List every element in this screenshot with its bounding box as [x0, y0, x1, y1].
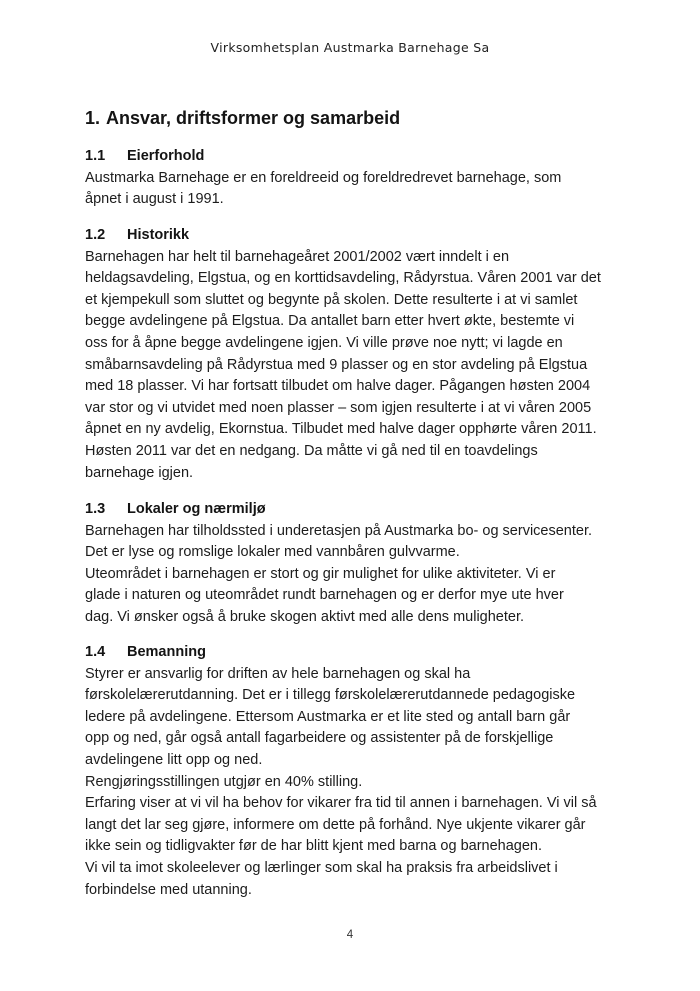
section-heading: [85, 642, 645, 664]
text-line: ikke sein og tidligvakter før de har blitt kjent med barna og barnehagen.: [85, 838, 543, 855]
section-body: [85, 168, 645, 211]
section-heading: [85, 225, 645, 247]
section-body: [85, 521, 645, 629]
section-body: [85, 664, 645, 902]
section-number: 1.1: [85, 148, 106, 164]
chapter-title: Ansvar, driftsformer og samarbeid: [106, 108, 401, 128]
chapter-number: 1.: [85, 108, 101, 128]
text-line: Barnehagen har tilholdssted i underetasjen på Austmarka bo- og servicesenter.: [85, 522, 593, 539]
section-historikk: [85, 225, 645, 484]
text-line: Austmarka Barnehage er en foreldreeid og foreldredrevet barnehage, som: [85, 169, 562, 186]
text-line: Erfaring viser at vi vil ha behov for vikarer fra tid til annen i barnehagen. Vi vil så: [85, 795, 597, 812]
section-number: 1.2: [85, 227, 106, 243]
section-bemanning: [85, 642, 645, 901]
section-number: 1.3: [85, 501, 106, 517]
text-line: et kjempekull som sluttet og begynte på skolen. Dette resulterte i at vi samlet: [85, 291, 578, 308]
section-title: Eierforhold: [127, 148, 205, 164]
text-line: småbarnsavdeling på Rådyrstua med 9 plasser og en stor avdeling på Elgstua: [85, 356, 588, 373]
section-number: 1.4: [85, 644, 106, 660]
text-line: avdelingene litt opp og ned.: [85, 751, 263, 768]
text-line: var stor og vi utvidet med noen plasser – som igjen resulterte i at vi våren 2005: [85, 399, 592, 416]
text-line: Styrer er ansvarlig for driften av hele barnehagen og skal ha: [85, 665, 471, 682]
page-number: 4: [346, 929, 354, 941]
text-line: Høsten 2011 var det en nedgang. Da måtte vi gå ned til en toavdelings: [85, 442, 538, 459]
text-line: oss for å åpne begge avdelingene igjen. Vi ville prøve noe nytt; vi lagde en: [85, 334, 563, 351]
text-line: med 18 plasser. Vi har fortsatt tilbudet om halve dager. Pågangen høsten 2004: [85, 378, 591, 395]
text-line: barnehage igjen.: [85, 464, 194, 481]
section-title: Historikk: [127, 227, 190, 243]
text-line: Rengjøringsstillingen utgjør en 40% stilling.: [85, 773, 363, 790]
text-line: åpnet i august i 1991.: [85, 191, 224, 208]
text-line: glade i naturen og uteområdet rundt barnehagen og er derfor mye ute hver: [85, 587, 564, 604]
document-header-title: Virksomhetsplan Austmarka Barnehage Sa: [210, 40, 490, 55]
text-line: Vi vil ta imot skoleelever og lærlinger som skal ha praksis fra arbeidslivet i: [85, 859, 558, 876]
section-title: Lokaler og nærmiljø: [127, 501, 266, 517]
section-body: [85, 247, 645, 485]
text-line: åpnet en ny avdelig, Ekornstua. Tilbudet med halve dager opphørte våren 2011.: [85, 421, 597, 438]
section-eierforhold: [85, 146, 645, 211]
text-line: ledere på avdelingene. Ettersom Austmarka er et lite sted og antall barn går: [85, 708, 571, 725]
chapter-heading: [85, 105, 400, 131]
text-line: langt det lar seg gjøre, informere om dette på forhånd. Nye ukjente vikarer går: [85, 816, 586, 833]
text-line: Det er lyse og romslige lokaler med vannbåren gulvvarme.: [85, 544, 460, 561]
text-line: Barnehagen har helt til barnehageåret 2001/2002 vært inndelt i en: [85, 248, 510, 265]
text-line: begge avdelingene på Elgstua. Da antallet barn etter hvert økte, bestemte vi: [85, 313, 575, 330]
text-line: opp og ned, går også antall fagarbeidere og assistenter på de forskjellige: [85, 730, 554, 747]
section-heading: [85, 499, 645, 521]
section-title: Bemanning: [127, 644, 206, 660]
text-line: forbindelse med utanning.: [85, 881, 252, 898]
text-line: Uteområdet i barnehagen er stort og gir mulighet for ulike aktiviteter. Vi er: [85, 565, 556, 582]
section-heading: [85, 146, 645, 168]
text-line: heldagsavdeling, Elgstua, og en korttidsavdeling, Rådyrstua. Våren 2001 var det: [85, 270, 601, 287]
text-line: førskolelærerutdanning. Det er i tillegg førskolelærerutdannede pedagogiske: [85, 687, 576, 704]
text-line: dag. Vi ønsker også å bruke skogen aktivt med alle dens muligheter.: [85, 608, 525, 625]
section-lokaler-og-naermiljo: [85, 499, 645, 629]
